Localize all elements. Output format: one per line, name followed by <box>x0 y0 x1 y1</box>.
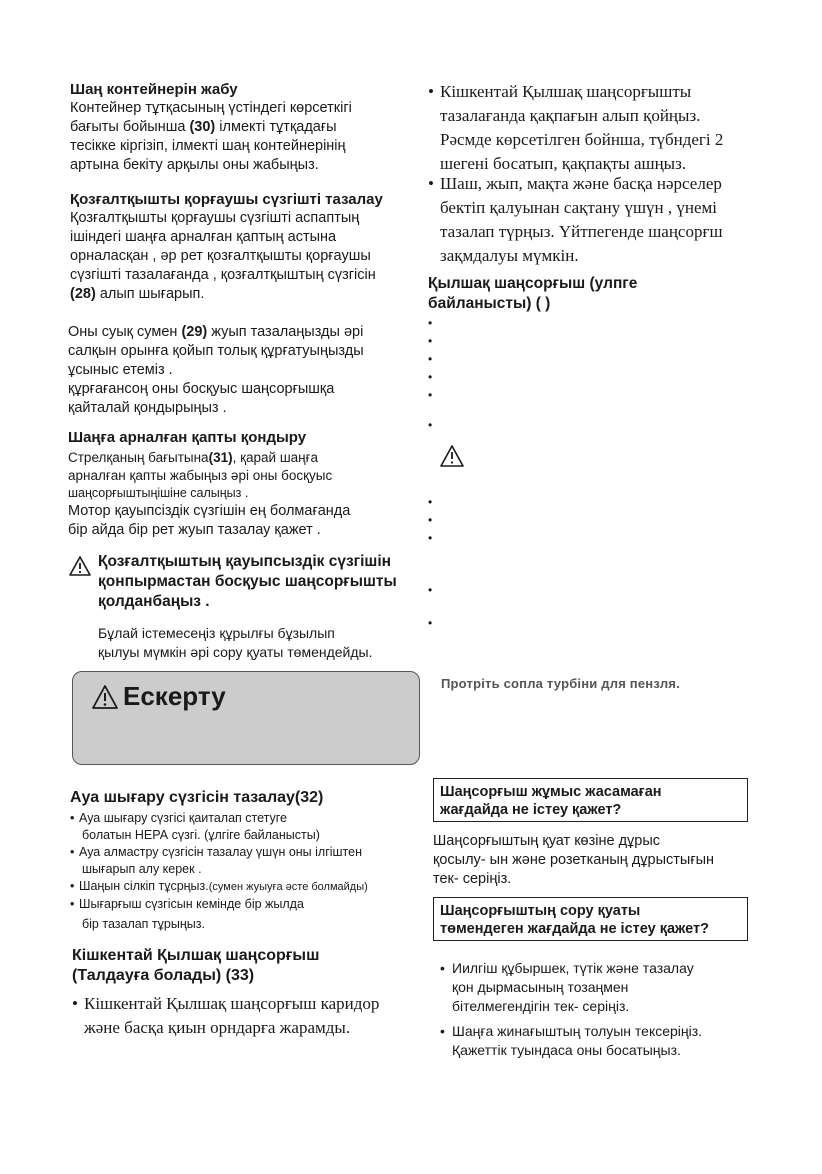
section-title: Қозғалтқышты қорғаушы сүзгішті тазалау <box>70 191 383 208</box>
list-bullet: • <box>428 334 433 348</box>
section-install-dust-bag <box>68 428 420 540</box>
russian-note: Протріть сопла турбіни для пензля. <box>441 676 680 691</box>
faq-title-low-suction: Шаңсорғыштың сору қуаты төмендеген жағдайда не істеу қажет? <box>433 897 748 941</box>
list-item: • Иилгіш құбыршек, түтік және тазалау қон дырмасының тозаңмен бітелмегендігін тек- серіңіз. <box>440 960 694 1014</box>
list-item: • Шығарғыш сүзгісын кемінде бір жылда бір тазалап тұрыңыз. <box>70 897 304 931</box>
warning-triangle-icon <box>439 444 465 468</box>
list-bullet: • <box>428 583 433 597</box>
section-exhaust-filter <box>70 788 430 933</box>
section-title: Шаңға арналған қапты қондыру <box>68 429 307 446</box>
section-body-2: Мотор қауыпсіздік сүзгішін ең болмағанда бір айда бір рет жуып тазалау қажет . <box>68 503 351 538</box>
caution-note: Бұлай істемесеңіз құрылғы бұзылып қылуы мүмкін әрі сору қуаты төмендейды. <box>98 625 373 660</box>
list-bullet: • <box>428 352 433 366</box>
list-bullet: • <box>428 418 433 432</box>
section-body: • Кішкентай Қылшақ шаңсорғыш каридор және басқа қиын орндарға жарамды. <box>72 994 380 1037</box>
section-body: Контейнер тұтқасының үстіндегі көрсеткігі бағыты бойынша (30) ілмекті тұтқадағы тесікке кіргізіп, ілмекті шаң контейнерінің артына бекіту арқылы оны жабыңыз. <box>70 100 352 173</box>
warning-triangle-icon <box>91 684 119 710</box>
section-body <box>70 810 430 933</box>
list-item: • Шаңын сілкіп тұсрңыз.(сумен жуыуға әсте болмайды) <box>70 879 368 893</box>
section-clean-motor-filter <box>70 190 420 304</box>
section-close-dust-container <box>70 80 420 175</box>
warning-box <box>72 671 420 765</box>
warning-title: Ескерту <box>123 681 226 711</box>
section-body: Оны суық сумен (29) жуып тазалаңызды әрі салқын орынға қойып толық құрғатуыңызды ұсыныс етеміз . құрғағансоң оны босқуыс шаңсорғышқа қайталай қондырыңыз . <box>68 324 364 416</box>
list-bullet: • <box>428 495 433 509</box>
list-bullet: • <box>428 513 433 527</box>
list-bullet: • <box>428 316 433 330</box>
faq-answer-low-suction <box>440 959 782 1060</box>
list-item: • Ауа алмастру сүзгісін тазалау үшүн оны ілгіштен шығарып алу керек . <box>70 845 363 876</box>
section-title-brush: Қылшақ шаңсорғыш (улпге байланысты) ( ) <box>428 275 638 312</box>
warning-triangle-icon <box>68 555 92 577</box>
list-bullet: • <box>428 388 433 402</box>
section-body: Стрелқаның бағытына(31), қарай шаңға арналған қапты жабыңыз әрі оны босқуыс шаңсорғыштыңішіне салыңыз . <box>68 450 333 500</box>
list-bullet: • <box>428 531 433 545</box>
section-title: Кішкентай Қылшақ шаңсорғыш (Талдауға болады) (33) <box>72 947 320 984</box>
list-item: • Ауа шығару сүзгісі қаиталап стетуге болатын НЕРА сүзгі. (ұлгіге байланысты) <box>70 811 320 842</box>
section-title: Шаң контейнерін жабу <box>70 81 238 98</box>
bullet-hair-cleaning: • Шаш, жып, мақта және басқа нәрселер бектіп қалуынан сақтану үшүн , үнемі тазалап түрңыз. Үйтпегенде шаңсорғш зақмдалуы мүмкін. <box>428 174 723 265</box>
list-bullet: • <box>428 370 433 384</box>
bullet-clean-mini-brush: • Кішкентай Қылшақ шаңсорғышты тазалағанда қақпағын алып қойңыз. Рәсмде көрсетілген бойнша, түбндегі 2 шегені босатып, қақпақты ашңыз. <box>428 82 724 173</box>
caution-text: Қозғалтқыштың қауыпсыздік сүзгішін қонпырмастан босқуыс шаңсорғышты қолданбаңыз . <box>98 553 397 610</box>
faq-title-not-working: Шаңсорғыш жұмыс жасамаған жағдайда не істеу қажет? <box>433 778 748 822</box>
section-wash-filter <box>68 323 420 418</box>
section-body: Қозғалтқышты қорғаушы сүзгішті аспаптың ішіндегі шаңға арналған қаптың астына орналасқан , әр рет қозғалтқышты қорғаушы сүзгішті тазалағанда , қозғалтқыштың сүзгісін (28) алып шығарып. <box>70 210 376 302</box>
section-title: Ауа шығару сүзгісін тазалау(32) <box>70 789 324 806</box>
list-bullet: • <box>428 616 433 630</box>
section-mini-brush <box>72 946 432 1040</box>
faq-answer-not-working: Шаңсорғыштың қуат көзіне дұрыс қосылу- ын және розетканың дұрыстығын тек- серіңіз. <box>433 833 715 887</box>
list-item: • Шаңға жинағыштың толуын тексеріңіз. Қажеттік туындаса оны босатыңыз. <box>440 1023 703 1058</box>
